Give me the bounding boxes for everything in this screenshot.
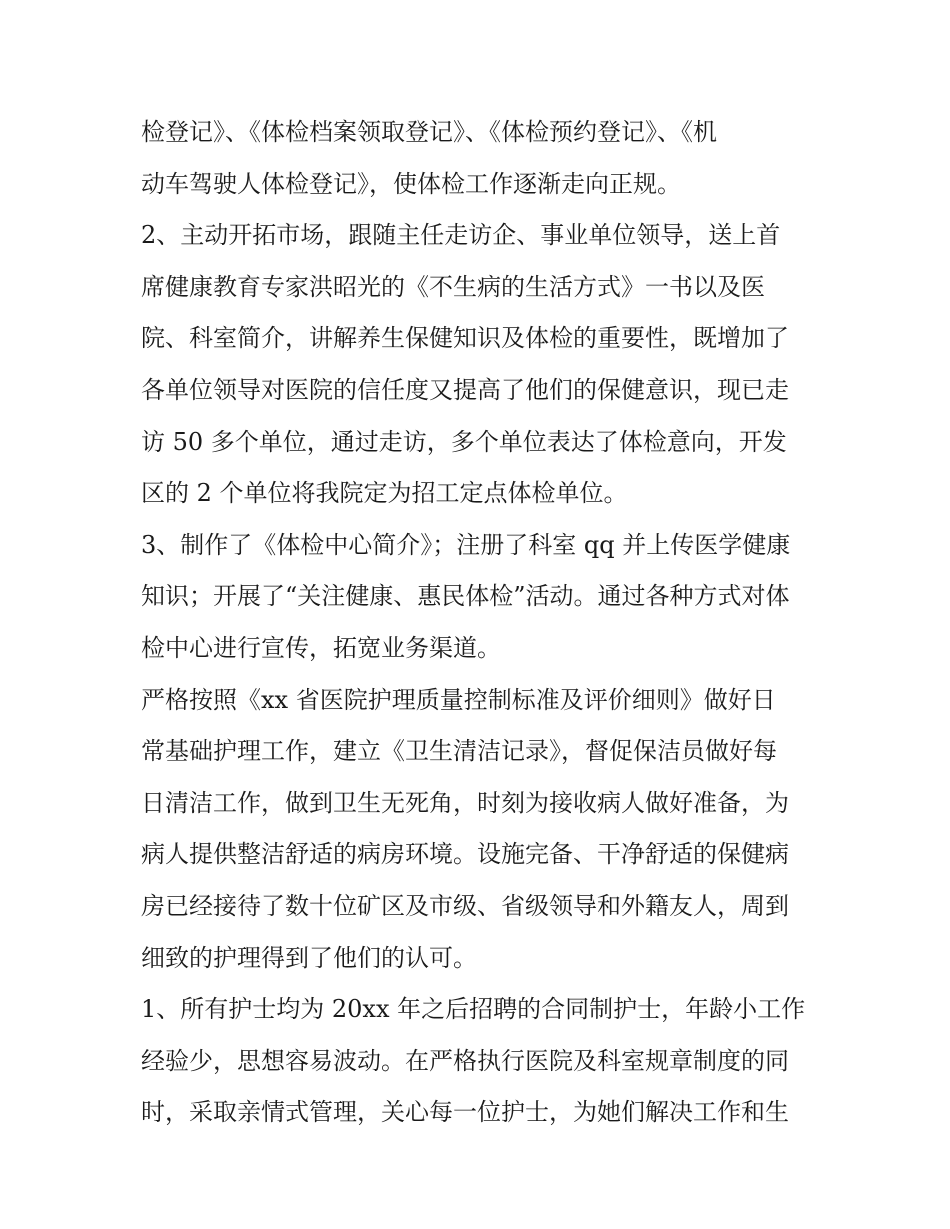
document-body	[141, 107, 821, 1139]
text-line: 检中心进行宣传，拓宽业务渠道。	[141, 633, 501, 662]
text-line: 3、制作了《体检中心简介》；注册了科室 qq 并上传医学健康	[141, 530, 791, 559]
text-line: 2、主动开拓市场，跟随主任走访企、事业单位领导，送上首	[141, 221, 781, 250]
text-line: 访 50 多个单位，通过走访，多个单位表达了体检意向，开发	[141, 427, 787, 456]
text-line: 房已经接待了数十位矿区及市级、省级领导和外籍友人，周到	[141, 891, 789, 920]
text-line: 院、科室简介，讲解养生保健知识及体检的重要性，既增加了	[141, 324, 789, 353]
text-line: 细致的护理得到了他们的认可。	[141, 943, 477, 972]
text-line: 1、所有护士均为 20xx 年之后招聘的合同制护士，年龄小工作	[141, 995, 806, 1024]
text-line: 日清洁工作，做到卫生无死角，时刻为接收病人做好准备，为	[141, 788, 789, 817]
text-line: 各单位领导对医院的信任度又提高了他们的保健意识，现已走	[141, 375, 789, 404]
text-line: 病人提供整洁舒适的病房环境。设施完备、干净舒适的保健病	[141, 840, 789, 869]
text-line: 时，采取亲情式管理，关心每一位护士，为她们解决工作和生	[141, 1098, 789, 1127]
text-line: 经验少，思想容易波动。在严格执行医院及科室规章制度的同	[141, 1046, 789, 1075]
text-line: 检登记》、《体检档案领取登记》、《体检预约登记》、《机	[141, 118, 717, 146]
text-line: 动车驾驶人体检登记》，使体检工作逐渐走向正规。	[141, 169, 681, 198]
text-line: 知识；开展了“关注健康、惠民体检”活动。通过各种方式对体	[141, 582, 790, 611]
text-line: 严格按照《xx 省医院护理质量控制标准及评价细则》做好日	[141, 685, 776, 714]
text-line: 席健康教育专家洪昭光的《不生病的生活方式》一书以及医	[141, 272, 765, 301]
text-line: 常基础护理工作，建立《卫生清洁记录》，督促保洁员做好每	[141, 737, 777, 766]
text-line: 区的 2 个单位将我院定为招工定点体检单位。	[141, 479, 628, 508]
